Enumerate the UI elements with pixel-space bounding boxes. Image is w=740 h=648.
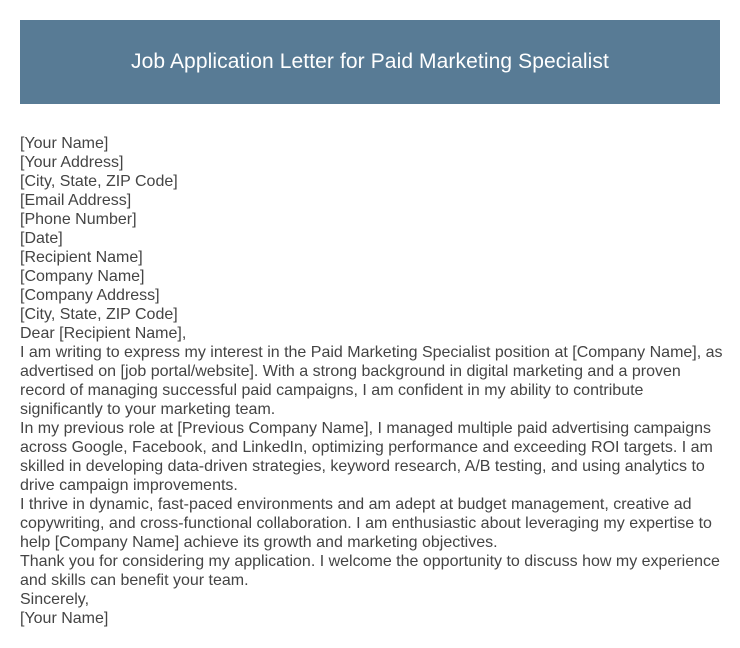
closing: Sincerely, (20, 591, 90, 608)
salutation: Dear [Recipient Name], (20, 325, 187, 342)
paragraph-strengths: I thrive in dynamic, fast-paced environments and am adept at budget management, creative ad copywriting, and cross-functional collaboration. I am enthusiastic about leveraging my expertise to help [Company Name] achieve its growth and marketing objectives. (20, 496, 712, 551)
recipient-company: [Company Name] (20, 268, 145, 285)
recipient-address: [Company Address] (20, 287, 160, 304)
letter-body (20, 134, 725, 628)
paragraph-interest: I am writing to express my interest in the Paid Marketing Specialist position at [Company Name], as advertised on [job portal/website]. With a strong background in digital marketing and a proven record of managing successful paid campaigns, I am confident in my ability to contribute significantly to your marketing team. (20, 344, 723, 418)
paragraph-thanks: Thank you for considering my application. I welcome the opportunity to discuss how my experience and skills can benefit your team. (20, 553, 720, 589)
letter-header (20, 20, 720, 104)
sender-email: [Email Address] (20, 192, 132, 209)
sender-phone: [Phone Number] (20, 211, 137, 228)
recipient-city-state-zip: [City, State, ZIP Code] (20, 306, 178, 323)
letter-date: [Date] (20, 230, 63, 247)
sender-address: [Your Address] (20, 154, 124, 171)
recipient-name: [Recipient Name] (20, 249, 143, 266)
sender-name: [Your Name] (20, 135, 109, 152)
paragraph-experience: In my previous role at [Previous Company Name], I managed multiple paid advertising campaigns across Google, Facebook, and LinkedIn, optimizing performance and exceeding ROI targets. I am skilled in developing data-driven strategies, keyword research, A/B testing, and using analytics to drive campaign improvements. (20, 420, 713, 494)
signature: [Your Name] (20, 610, 109, 627)
sender-city-state-zip: [City, State, ZIP Code] (20, 173, 178, 190)
page-title: Job Application Letter for Paid Marketing Specialist (131, 50, 609, 73)
